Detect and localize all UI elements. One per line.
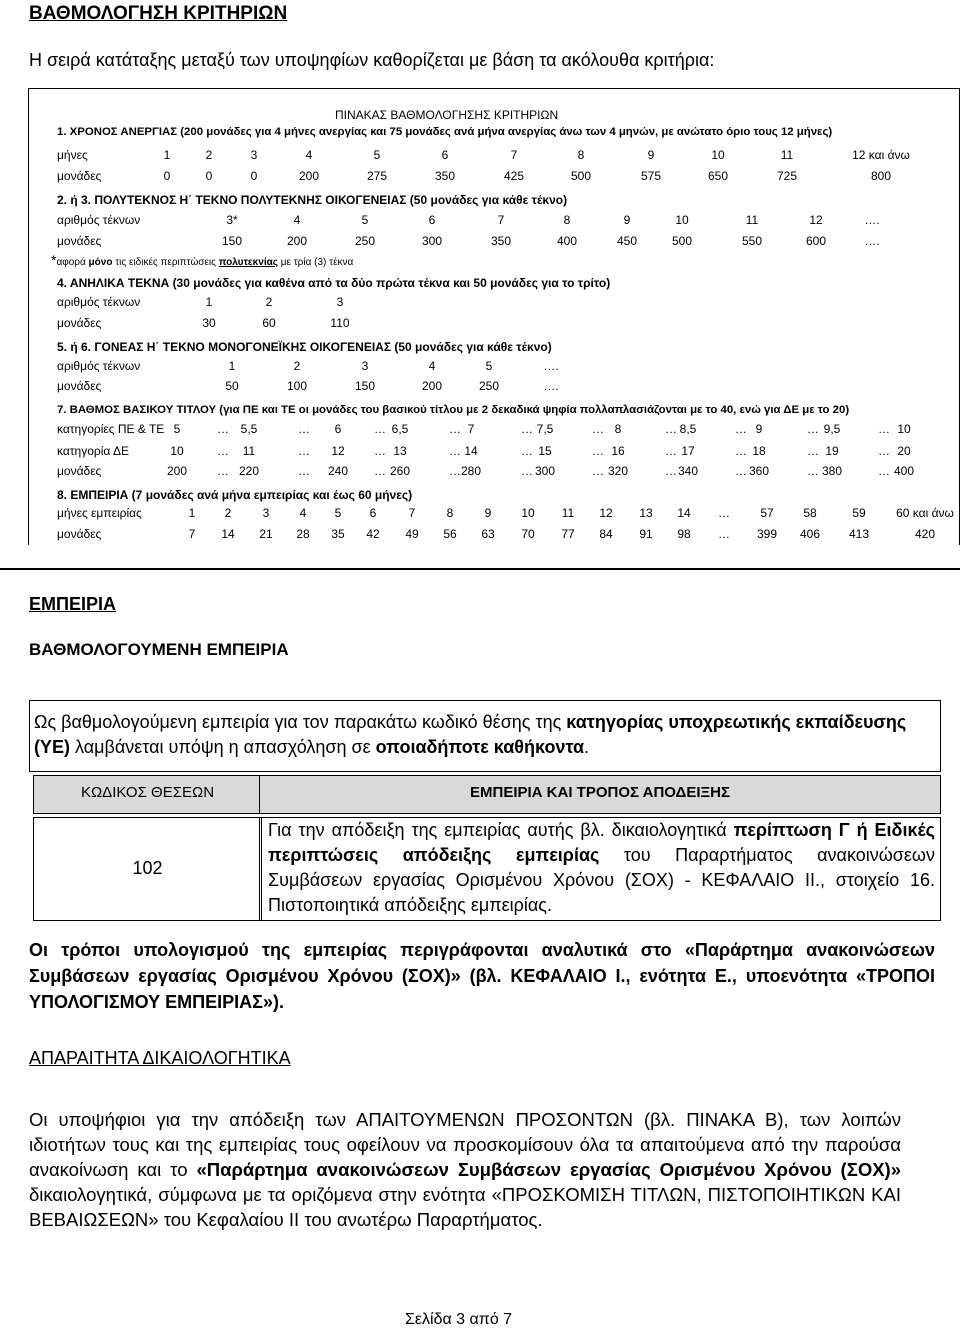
c7r3-cell: 220 <box>238 464 260 478</box>
intro-e: . <box>584 737 590 757</box>
c7r2-cell: 17 <box>681 444 695 458</box>
c8r1-cell: 1 <box>188 506 196 520</box>
c8r2-cell: 84 <box>599 527 613 541</box>
c23r1-cell: 5 <box>361 213 369 227</box>
c7r1-cell: … <box>374 422 386 436</box>
c7r3-cell: 200 <box>166 464 188 478</box>
c1r1-cell: 1 <box>163 148 171 162</box>
c7r1-cell: … <box>592 422 604 436</box>
c56r2-cell: 100 <box>286 379 308 393</box>
intro-a: Ως βαθμολογούμενη εμπειρία για τον παρακάτω κωδικό θέσης της <box>34 712 567 732</box>
docs-b: «Παράρτημα ανακοινώσεων Συμβάσεων εργασίας Ορισμένου Χρόνου (ΣΟΧ)» <box>196 1159 901 1180</box>
criterion-8-heading: 8. ΕΜΠΕΙΡΙΑ (7 μονάδες ανά μήνα εμπειρίας και έως 60 μήνες) <box>57 488 413 502</box>
c7r2-cell: 12 <box>331 444 345 458</box>
c1r2-cell: 275 <box>366 169 388 183</box>
c7r3-cell: … <box>878 464 890 478</box>
c8r2-cell: 63 <box>481 527 495 541</box>
c8r2-cell: 21 <box>259 527 273 541</box>
c1r2-cell: 500 <box>570 169 592 183</box>
c7r1-cell: … <box>665 422 677 436</box>
c23r1-cell: 7 <box>497 213 505 227</box>
c1r2-cell: 800 <box>870 169 892 183</box>
c7r3-cell: 340 <box>677 464 699 478</box>
c8r2-cell: 98 <box>677 527 691 541</box>
c7r2-cell: … <box>449 444 461 458</box>
c56r1-cell: 2 <box>293 359 301 373</box>
c7r1-cell: 8,5 <box>679 422 697 436</box>
section-title: ΒΑΘΜΟΛΟΓΗΣΗ ΚΡΙΤΗΡΙΩΝ <box>29 3 288 24</box>
c7r1-cell: 7,5 <box>536 422 554 436</box>
c7r3-cell: 380 <box>821 464 843 478</box>
c23r2-cell: 200 <box>286 234 308 248</box>
c23r2-cell: 450 <box>616 234 638 248</box>
c56r1-cell: 1 <box>228 359 236 373</box>
c8r2-cell: 28 <box>296 527 310 541</box>
c7r2-cell: 15 <box>538 444 552 458</box>
c8r2-cell: 7 <box>188 527 196 541</box>
c4r2-cell: 60 <box>262 316 276 330</box>
docs-paragraph <box>29 1107 901 1232</box>
c1r2-cell: 200 <box>298 169 320 183</box>
c8r1-cell: 6 <box>369 506 377 520</box>
c7r2-cell: 20 <box>897 444 911 458</box>
c8r2-cell: … <box>718 527 730 541</box>
c7r1-cell: … <box>878 422 890 436</box>
c7r2-cell: … <box>592 444 604 458</box>
c23r2-cell: 350 <box>490 234 512 248</box>
c1r1-cell: 10 <box>711 148 725 162</box>
c7r1-cell: … <box>807 422 819 436</box>
c23-note-e: με τρία (3) τέκνα <box>277 257 354 268</box>
c7r1-cell: … <box>735 422 747 436</box>
criteria-table-title: ΠΙΝΑΚΑΣ ΒΑΘΜΟΛΟΓΗΣΗΣ ΚΡΙΤΗΡΙΩΝ <box>335 108 559 122</box>
c8r1-cell: 12 <box>599 506 613 520</box>
c8r2-cell: 399 <box>756 527 778 541</box>
c7r2-cell: 14 <box>464 444 478 458</box>
c4-row1-label: αριθμός τέκνων <box>57 295 141 309</box>
c56r2-cell: 150 <box>354 379 376 393</box>
c1r1-cell: 3 <box>250 148 258 162</box>
c8r2-cell: 42 <box>366 527 380 541</box>
c56r2-cell: 200 <box>421 379 443 393</box>
c8r2-cell: 77 <box>561 527 575 541</box>
c7r2-cell: … <box>217 444 229 458</box>
c8r1-cell: 8 <box>446 506 454 520</box>
c1r2-cell: 350 <box>434 169 456 183</box>
intro-b: κατηγορίας υποχρεωτικής εκπαίδευσης (ΥΕ) <box>34 712 907 757</box>
c23r2-cell: 300 <box>421 234 443 248</box>
c7r2-cell: … <box>807 444 819 458</box>
c23r2-cell: …. <box>864 234 880 248</box>
c7-row2-label: κατηγορία ΔΕ <box>57 444 129 458</box>
c8r1-cell: 5 <box>334 506 342 520</box>
c23r2-cell: 150 <box>221 234 243 248</box>
c23-note-a: αφορά <box>56 257 89 268</box>
c23-row2-label: μονάδες <box>57 234 102 248</box>
c23r1-cell: …. <box>864 213 880 227</box>
c23-note-c: τις ειδικές περιπτώσεις <box>112 257 219 268</box>
c8r2-cell: 413 <box>848 527 870 541</box>
criterion-7-heading: 7. ΒΑΘΜΟΣ ΒΑΣΙΚΟΥ ΤΙΤΛΟΥ (για ΠΕ και ΤΕ οι μονάδες του βασικού τίτλου με 2 δεκαδικά ψηφία πολλαπλασιάζονται με το 40, ενώ για ΔΕ με το 20) <box>57 404 850 416</box>
c8r1-cell: 13 <box>639 506 653 520</box>
criteria-table <box>28 88 960 545</box>
criterion-1-heading: 1. ΧΡΟΝΟΣ ΑΝΕΡΓΙΑΣ (200 μονάδες για 4 μήνες ανεργίας και 75 μονάδες ανά μήνα ανεργίας άνω των 4 μηνών, με ανώτατο όριο τους 12 μήνες) <box>57 126 833 138</box>
c7r1-cell: 6 <box>334 422 342 436</box>
proof-b: περίπτωση Γ ή Ειδικές περιπτώσεις απόδειξης εμπειρίας <box>268 820 935 865</box>
c23-row1-label: αριθμός τέκνων <box>57 213 141 227</box>
c23-note-star: * <box>51 252 57 268</box>
c1r1-cell: 11 <box>780 148 794 162</box>
c7r1-cell: 5 <box>173 422 181 436</box>
page-footer: Σελίδα 3 από 7 <box>405 1311 513 1328</box>
c7r1-cell: … <box>298 422 310 436</box>
c8r2-cell: 49 <box>405 527 419 541</box>
c1r2-cell: 650 <box>707 169 729 183</box>
c56r1-cell: …. <box>543 359 559 373</box>
c23r2-cell: 550 <box>741 234 763 248</box>
c1r2-cell: 725 <box>776 169 798 183</box>
experience-intro-text <box>34 710 936 760</box>
c7r2-cell: … <box>878 444 890 458</box>
c23-note <box>51 252 353 268</box>
c8r1-cell: 60 και άνω <box>896 506 954 520</box>
c1r1-cell: 7 <box>510 148 518 162</box>
c7r1-cell: 9,5 <box>823 422 841 436</box>
c8r1-cell: 14 <box>677 506 691 520</box>
c8r1-cell: 59 <box>852 506 866 520</box>
c4r1-cell: 2 <box>265 295 273 309</box>
c7r1-cell: 6,5 <box>391 422 409 436</box>
c7r3-cell: 300 <box>534 464 556 478</box>
c1r1-cell: 6 <box>441 148 449 162</box>
c7r1-cell: … <box>521 422 533 436</box>
c7r2-cell: 16 <box>611 444 625 458</box>
c4r1-cell: 1 <box>205 295 213 309</box>
c7-row1-label: κατηγορίες ΠΕ & ΤΕ <box>57 422 165 436</box>
c23r2-cell: 500 <box>671 234 693 248</box>
c8r1-cell: 10 <box>521 506 535 520</box>
c4r1-cell: 3 <box>336 295 344 309</box>
criterion-56-heading: 5. ή 6. ΓΟΝΕΑΣ Η΄ ΤΕΚΝΟ ΜΟΝΟΓΟΝΕΪΚΗΣ ΟΙΚΟΓΕΝΕΙΑΣ (50 μονάδες για κάθε τέκνο) <box>57 340 552 354</box>
proof-a: Για την απόδειξη της εμπειρίας αυτής βλ. δικαιολογητικά <box>268 820 734 840</box>
c7r3-cell: 360 <box>748 464 770 478</box>
c7r3-cell: … <box>449 464 461 478</box>
c23r1-cell: 11 <box>745 213 759 227</box>
c7r3-cell: … <box>521 464 533 478</box>
c7r1-cell: 7 <box>467 422 475 436</box>
c1r2-cell: 0 <box>250 169 258 183</box>
c1r1-cell: 9 <box>647 148 655 162</box>
c4r2-cell: 110 <box>330 316 350 330</box>
c23r1-cell: 12 <box>809 213 823 227</box>
c8r2-cell: 420 <box>914 527 936 541</box>
c7r3-cell: 260 <box>389 464 411 478</box>
c7r1-cell: 10 <box>897 422 911 436</box>
c8r1-cell: … <box>718 506 730 520</box>
c7r2-cell: 19 <box>825 444 839 458</box>
c56r1-cell: 3 <box>361 359 369 373</box>
c7r1-cell: 8 <box>614 422 622 436</box>
c7r3-cell: … <box>217 464 229 478</box>
proof-c: του Παραρτήματος ανακοινώσεων Συμβάσεων εργασίας Ορισμένου Χρόνου (ΣΟΧ) - ΚΕΦΑΛΑΙΟ ΙΙ., στοιχείο 16. Πιστοποιητικά απόδειξης εμπειρίας. <box>268 845 935 915</box>
intro-text: Η σειρά κατάταξης μεταξύ των υποψηφίων καθορίζεται με βάση τα ακόλουθα κριτήρια: <box>29 50 715 70</box>
c8-row1-label: μήνες εμπειρίας <box>57 506 142 520</box>
calculation-note: Οι τρόποι υπολογισμού της εμπειρίας περιγράφονται αναλυτικά στο «Παράρτημα ανακοινώσεων Συμβάσεων εργασίας Ορισμένου Χρόνου (ΣΟΧ)» (βλ. ΚΕΦΑΛΑΙΟ Ι., ενότητα Ε., υποενότητα «ΤΡΟΠΟΙ ΥΠΟΛΟΓΙΣΜΟΥ ΕΜΠΕΙΡΙΑΣ»). <box>29 940 935 1012</box>
c8r2-cell: 70 <box>521 527 535 541</box>
c7r3-cell: … <box>592 464 604 478</box>
c1r2-cell: 0 <box>163 169 171 183</box>
criterion-4-heading: 4. ΑΝΗΛΙΚΑ ΤΕΚΝΑ (30 μονάδες για καθένα από τα δύο πρώτα τέκνα και 50 μονάδες για το τρίτο) <box>57 276 611 290</box>
criterion-23-heading: 2. ή 3. ΠΟΛΥΤΕΚΝΟΣ Η΄ ΤΕΚΝΟ ΠΟΛΥΤΕΚΝΗΣ ΟΙΚΟΓΕΝΕΙΑΣ (50 μονάδες για κάθε τέκνο) <box>57 193 568 207</box>
c56r2-cell: 250 <box>478 379 500 393</box>
c7r2-cell: 11 <box>242 444 256 458</box>
c7r3-cell: … <box>374 464 386 478</box>
experience-title: ΕΜΠΕΙΡΙΑ <box>29 594 117 614</box>
c1r2-cell: 575 <box>640 169 662 183</box>
c7r3-cell: 320 <box>607 464 629 478</box>
c23r2-cell: 600 <box>805 234 827 248</box>
c7r1-cell: … <box>449 422 461 436</box>
c7r2-cell: … <box>665 444 677 458</box>
c7r3-cell: 240 <box>327 464 349 478</box>
c8r2-cell: 14 <box>221 527 235 541</box>
c56r2-cell: …. <box>543 379 559 393</box>
c23r1-cell: 9 <box>623 213 631 227</box>
c56-row2-label: μονάδες <box>57 379 102 393</box>
c7r2-cell: … <box>374 444 386 458</box>
c8r2-cell: 35 <box>331 527 345 541</box>
docs-a: Οι υποψήφιοι για την απόδειξη των ΑΠΑΙΤΟΥΜΕΝΩΝ ΠΡΟΣΟΝΤΩΝ (βλ. ΠΙΝΑΚΑ Β), των λοιπών ιδιοτήτων τους και της εμπειρίας τους οφείλουν να προσκομίσουν όλα τα απαιτούμενα από την παρούσα ανακοίνωση και το <box>29 1109 901 1180</box>
c7r2-cell: 10 <box>170 444 184 458</box>
c23r1-cell: 10 <box>675 213 689 227</box>
position-code: 102 <box>132 858 163 878</box>
c56-row1-label: αριθμός τέκνων <box>57 359 141 373</box>
col-code-label: ΚΩΔΙΚΟΣ ΘΕΣΕΩΝ <box>80 784 215 801</box>
intro-c: λαμβάνεται υπόψη η απασχόληση σε <box>70 737 376 757</box>
intro-d: οποιαδήποτε καθήκοντα <box>375 737 585 757</box>
c8r2-cell: 56 <box>443 527 457 541</box>
c23-note-d: πολυτεκνίας <box>218 257 278 268</box>
c8r1-cell: 9 <box>484 506 492 520</box>
experience-subtitle: ΒΑΘΜΟΛΟΓΟΥΜΕΝΗ ΕΜΠΕΙΡΙΑ <box>29 640 289 659</box>
c7r3-cell: … <box>665 464 677 478</box>
c7r1-cell: 9 <box>755 422 763 436</box>
col-proof-label: ΕΜΠΕΙΡΙΑ ΚΑΙ ΤΡΟΠΟΣ ΑΠΟΔΕΙΞΗΣ <box>470 784 730 801</box>
c23r1-cell: 4 <box>293 213 301 227</box>
c23r1-cell: 6 <box>428 213 436 227</box>
c1-row1-label: μήνες <box>57 148 88 162</box>
c7r1-cell: … <box>217 422 229 436</box>
c8r1-cell: 11 <box>561 506 575 520</box>
c7r3-cell: 280 <box>460 464 482 478</box>
c8r2-cell: 91 <box>639 527 653 541</box>
c23r1-cell: 8 <box>563 213 571 227</box>
c7r2-cell: 18 <box>752 444 766 458</box>
c1r2-cell: 425 <box>503 169 525 183</box>
c7r3-cell: … <box>735 464 747 478</box>
c23r1-cell: 3* <box>226 213 238 227</box>
c1r2-cell: 0 <box>205 169 213 183</box>
c8r1-cell: 58 <box>803 506 817 520</box>
c7r1-cell: 5,5 <box>240 422 258 436</box>
c7r2-cell: 13 <box>393 444 407 458</box>
c1r1-cell: 5 <box>373 148 381 162</box>
c7r2-cell: … <box>298 444 310 458</box>
proof-text <box>268 818 935 918</box>
c7r3-cell: … <box>298 464 310 478</box>
c7r3-cell: … <box>807 464 819 478</box>
c7r2-cell: … <box>521 444 533 458</box>
c23-note-b: μόνο <box>88 257 113 268</box>
c7r2-cell: … <box>735 444 747 458</box>
c56r1-cell: 5 <box>485 359 493 373</box>
c56r2-cell: 50 <box>225 379 239 393</box>
c23r2-cell: 400 <box>556 234 578 248</box>
c1r1-cell: 4 <box>305 148 313 162</box>
docs-title: ΑΠΑΡΑΙΤΗΤΑ ΔΙΚΑΙΟΛΟΓΗΤΙΚΑ <box>29 1048 291 1068</box>
c8r1-cell: 7 <box>408 506 416 520</box>
c4-row2-label: μονάδες <box>57 316 102 330</box>
c8r1-cell: 57 <box>760 506 774 520</box>
c8r1-cell: 4 <box>299 506 307 520</box>
docs-c: δικαιολογητικά, σύμφωνα με τα οριζόμενα στην ενότητα «ΠΡΟΣΚΟΜΙΣΗ ΤΙΤΛΩΝ, ΠΙΣΤΟΠΟΙΗΤΙΚΩΝ ΚΑΙ ΒΕΒΑΙΩΣΕΩΝ» του Κεφαλαίου ΙΙ του ανωτέρω Παραρτήματος. <box>29 1184 901 1230</box>
c1r1-cell: 2 <box>205 148 213 162</box>
c7r3-cell: 400 <box>893 464 915 478</box>
section-divider <box>0 568 960 570</box>
c8r1-cell: 2 <box>224 506 232 520</box>
c23r2-cell: 250 <box>354 234 376 248</box>
c1r1-cell: 12 και άνω <box>852 148 910 162</box>
c1-row2-label: μονάδες <box>57 169 102 183</box>
c4r2-cell: 30 <box>202 316 216 330</box>
c1r1-cell: 8 <box>577 148 585 162</box>
c8r2-cell: 406 <box>799 527 821 541</box>
c8r1-cell: 3 <box>262 506 270 520</box>
c7-row3-label: μονάδες <box>57 464 102 478</box>
c56r1-cell: 4 <box>428 359 436 373</box>
c8-row2-label: μονάδες <box>57 527 102 541</box>
